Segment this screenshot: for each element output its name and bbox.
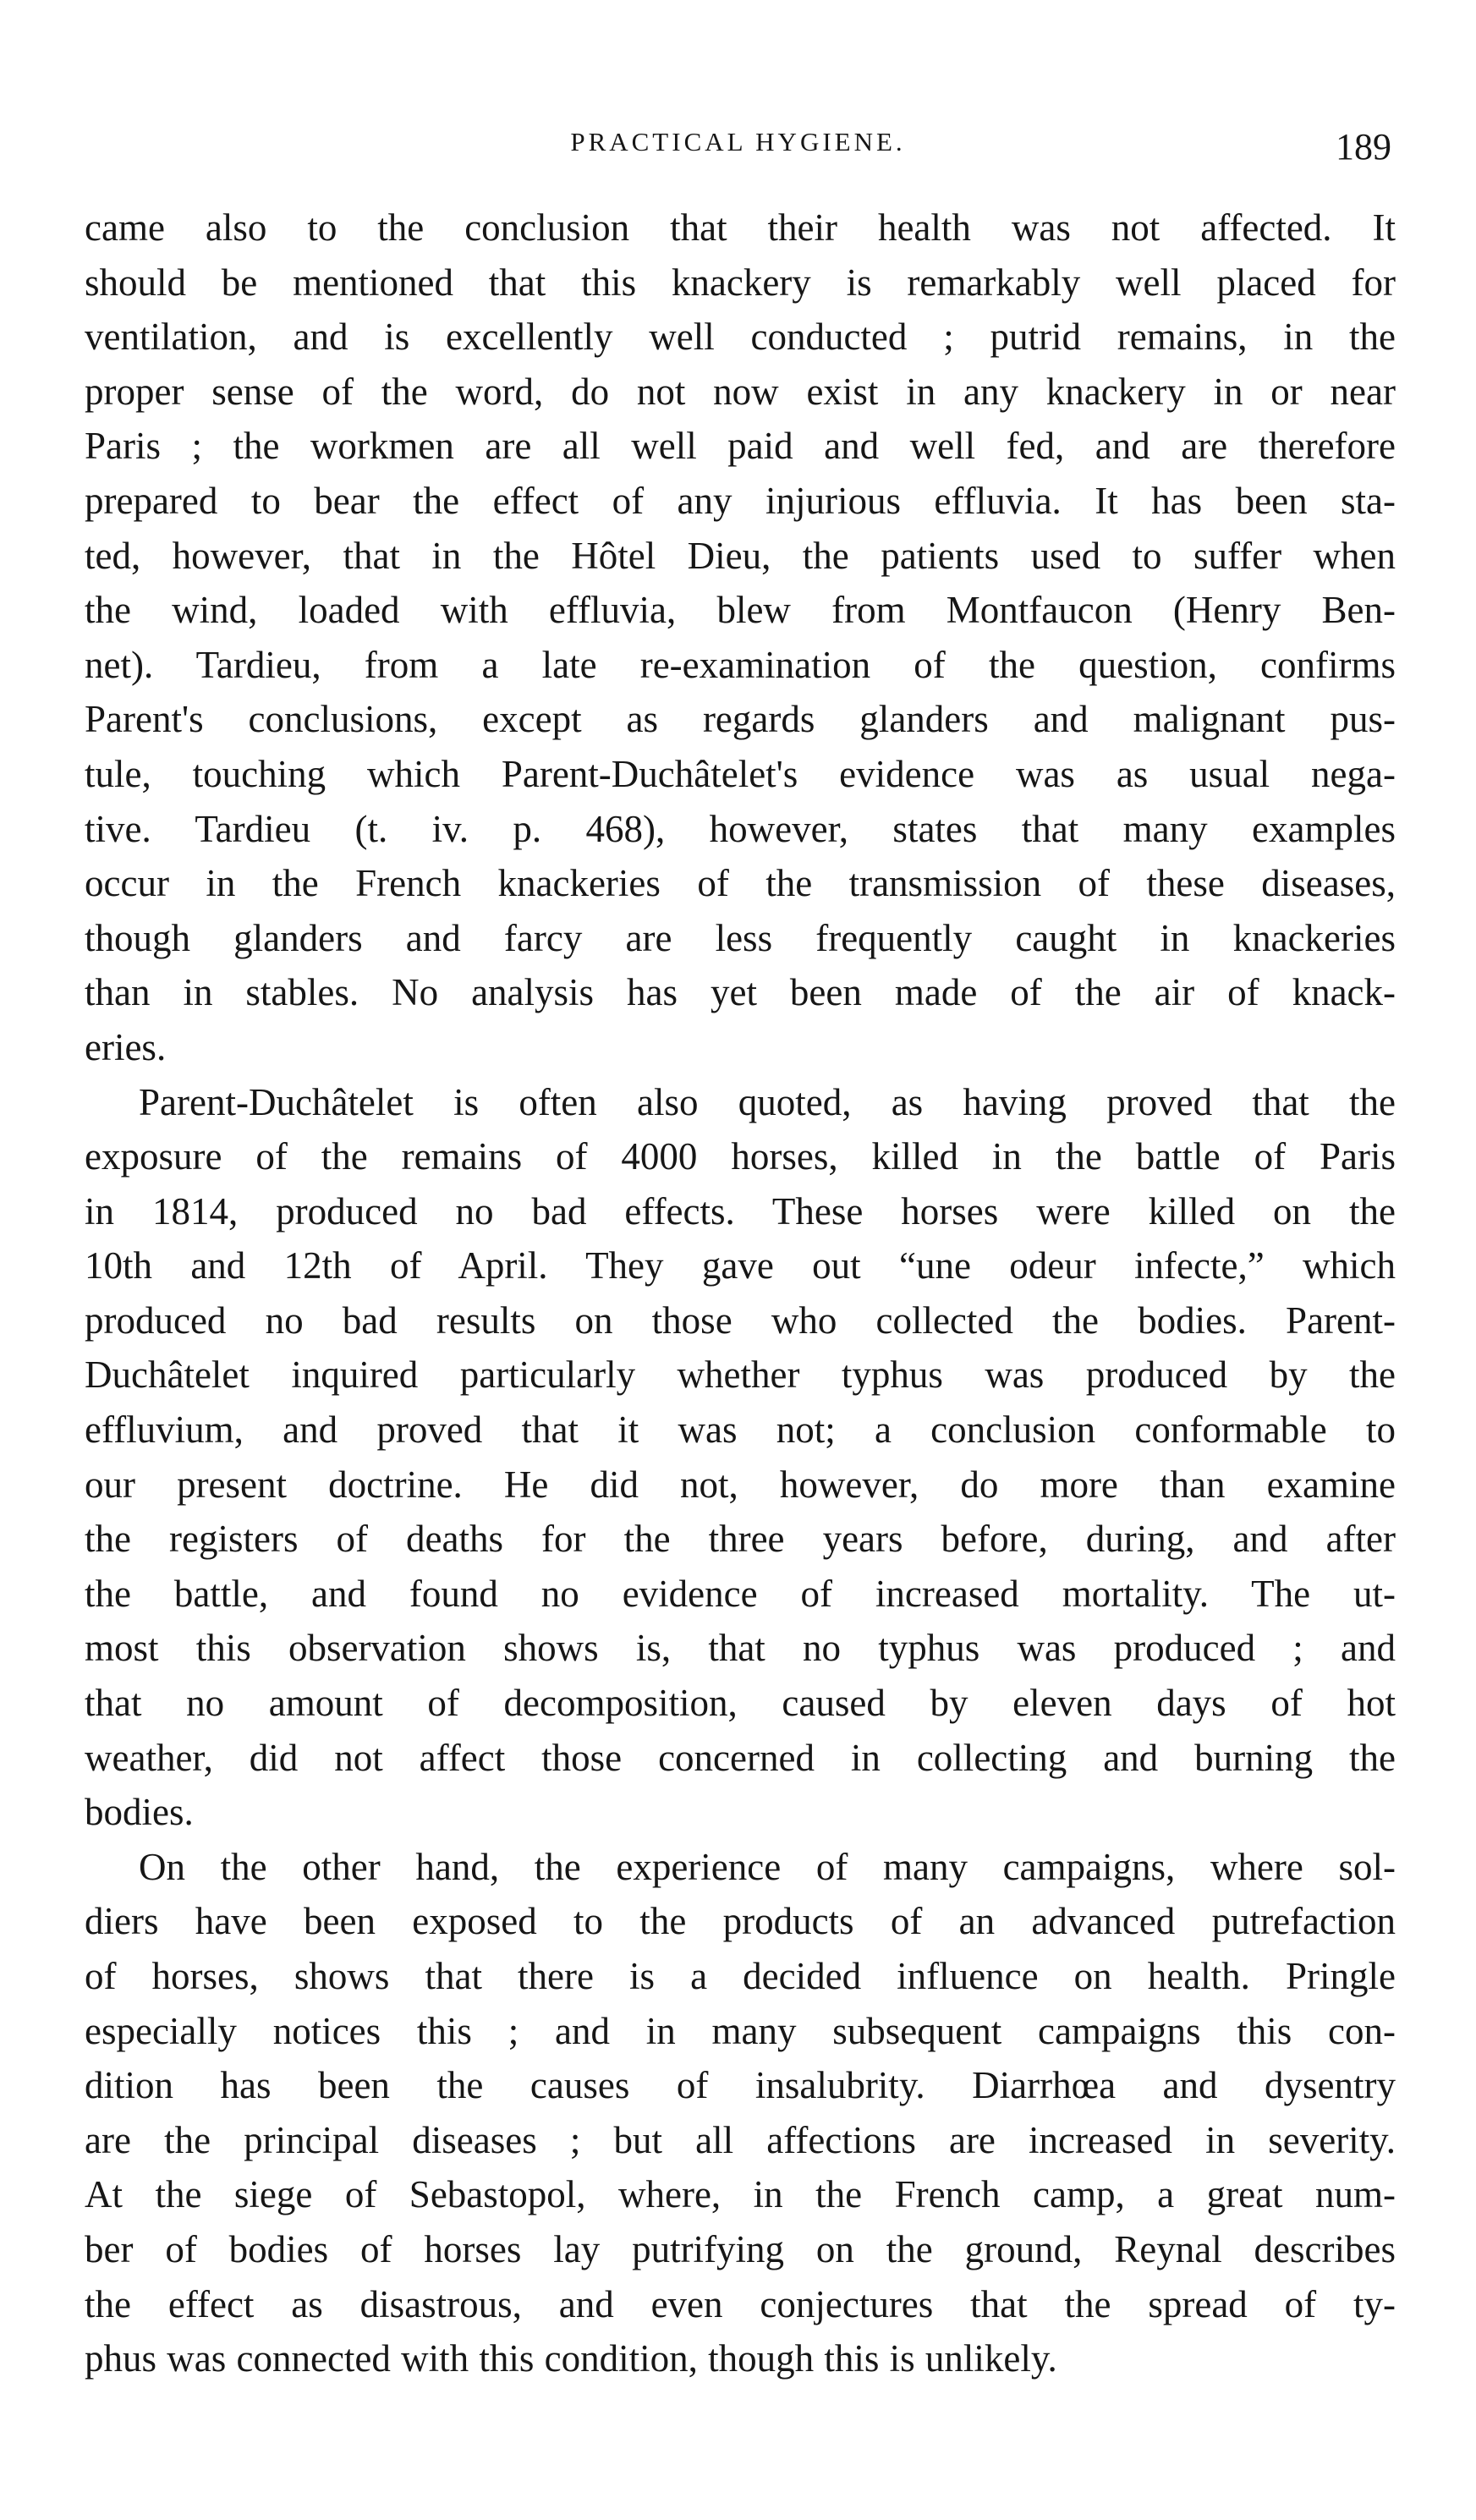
text-line: are the principal diseases ; but all affections are increased in severity. (85, 2118, 1396, 2161)
text-line: Paris ; the workmen are all well paid and well fed, and are therefore (85, 425, 1396, 468)
text-line: should be mentioned that this knackery is remarkably well placed for (85, 261, 1396, 304)
paragraph-2 (85, 1075, 1396, 1840)
text-line: produced no bad results on those who collected the bodies. Parent- (85, 1298, 1396, 1342)
text-line: ventilation, and is excellently well conducted ; putrid remains, in the (85, 316, 1396, 359)
text-line: ber of bodies of horses lay putrifying on the ground, Reynal describes (85, 2227, 1396, 2270)
paragraph-3 (85, 1840, 1396, 2386)
text-line: dition has been the causes of insalubrity. Diarrhœa and dysentry (85, 2064, 1396, 2107)
running-title: PRACTICAL HYGIENE. (570, 127, 906, 156)
text-line: On the other hand, the experience of many campaigns, where sol- (139, 1845, 1396, 1888)
page-number: 189 (1336, 126, 1391, 167)
text-line: our present doctrine. He did not, however, do more than examine (85, 1463, 1396, 1506)
text-line: tule, touching which Parent-Duchâtelet's evidence was as usual nega- (85, 752, 1396, 795)
text-line: the battle, and found no evidence of increased mortality. The ut- (85, 1572, 1396, 1615)
text-line: proper sense of the word, do not now exist in any knackery in or near (85, 370, 1396, 413)
text-line: in 1814, produced no bad effects. These horses were killed on the (85, 1189, 1396, 1233)
text-line: the registers of deaths for the three years before, during, and after (85, 1518, 1396, 1561)
text-line: than in stables. No analysis has yet been made of the air of knack- (85, 971, 1396, 1014)
body-text (85, 200, 1396, 2386)
text-line: At the siege of Sebastopol, where, in the French camp, a great num- (85, 2173, 1396, 2216)
text-line: exposure of the remains of 4000 horses, killed in the battle of Paris (85, 1135, 1396, 1178)
text-line: of horses, shows that there is a decided influence on health. Pringle (85, 1955, 1396, 1997)
text-line: tive. Tardieu (t. iv. p. 468), however, states that many examples (85, 807, 1396, 850)
text-line: 10th and 12th of April. They gave out “une odeur infecte,” which (85, 1244, 1396, 1287)
text-line: weather, did not affect those concerned in collecting and burning the (85, 1736, 1396, 1779)
text-line: came also to the conclusion that their health was not affected. It (85, 206, 1396, 249)
text-line: especially notices this ; and in many subsequent campaigns this con- (85, 2009, 1396, 2052)
text-line: eries. (85, 1025, 167, 1068)
text-line: net). Tardieu, from a late re-examination of the question, confirms (85, 643, 1396, 686)
text-line: prepared to bear the effect of any injurious effluvia. It has been sta- (85, 479, 1396, 522)
text-line: effluvium, and proved that it was not; a conclusion conformable to (85, 1408, 1396, 1452)
text-line: bodies. (85, 1791, 194, 1834)
text-line: Parent-Duchâtelet is often also quoted, as having proved that the (139, 1080, 1396, 1123)
running-head (0, 125, 1476, 167)
text-line: occur in the French knackeries of the transmission of these diseases, (85, 862, 1396, 905)
text-line: ted, however, that in the Hôtel Dieu, the patients used to suffer when (85, 534, 1396, 577)
text-line: the effect as disastrous, and even conjectures that the spread of ty- (85, 2282, 1396, 2325)
text-line: phus was connected with this condition, though this is unlikely. (85, 2337, 1057, 2380)
text-line: Duchâtelet inquired particularly whether typhus was produced by the (85, 1353, 1396, 1397)
text-line: the wind, loaded with effluvia, blew from Montfaucon (Henry Ben- (85, 589, 1396, 632)
text-line: Parent's conclusions, except as regards glanders and malignant pus- (85, 698, 1396, 741)
paragraph-1 (85, 200, 1396, 1075)
text-line: most this observation shows is, that no typhus was produced ; and (85, 1627, 1396, 1670)
text-line: though glanders and farcy are less frequently caught in knackeries (85, 916, 1396, 959)
text-line: diers have been exposed to the products of an advanced putrefaction (85, 1900, 1396, 1943)
text-line: that no amount of decomposition, caused by eleven days of hot (85, 1682, 1396, 1725)
